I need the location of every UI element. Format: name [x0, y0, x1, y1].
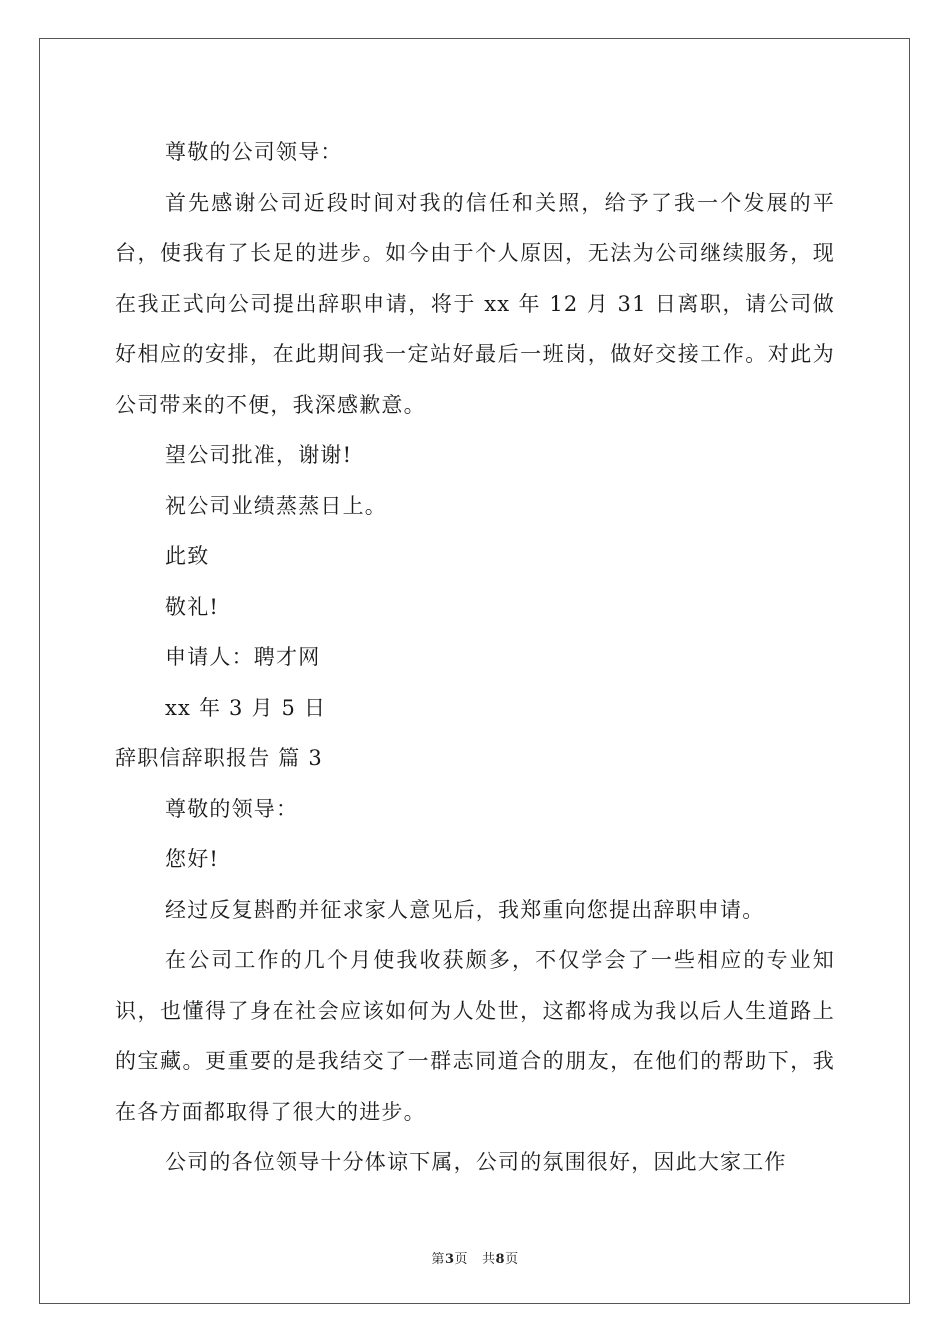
- body-paragraph: 公司的各位领导十分体谅下属，公司的氛围很好，因此大家工作: [165, 1150, 787, 1174]
- greeting-line: 您好!: [165, 847, 220, 871]
- closing-line: 此致: [165, 544, 210, 568]
- body-paragraph: 在公司工作的几个月使我收获颇多，不仅学会了一些相应的专业知识，也懂得了身在社会应该如何为人处世，这都将成为我以后人生道路上的宝藏。更重要的是我结交了一群志同道合的朋友，在他们的帮助下，我在各方面都取得了很大的进步。: [115, 948, 835, 1124]
- wish-line: 祝公司业绩蒸蒸日上。: [165, 493, 387, 518]
- body-paragraph: 经过反复斟酌并征求家人意见后，我郑重向您提出辞职申请。: [165, 897, 765, 922]
- section-heading: 辞职信辞职报告 篇 3: [115, 746, 323, 770]
- salutation: 尊敬的领导：: [165, 796, 299, 821]
- total-suffix: 页: [505, 1252, 519, 1267]
- page-prefix: 第: [431, 1252, 445, 1267]
- body-paragraph: 首先感谢公司近段时间对我的信任和关照，给予了我一个发展的平台，使我有了长足的进步。如今由于个人原因，无法为公司继续服务，现在我正式向公司提出辞职申请，将于 xx 年 12 月 31 日离职，请公司做好相应的安排，在此期间我一定站好最后一班岗，做好交接工作。对此为公司带来的不便，我深感歉意。: [115, 190, 835, 417]
- date-line: xx 年 3 月 5 日: [165, 695, 327, 720]
- document-body: [115, 127, 835, 1188]
- total-prefix: 共: [482, 1252, 496, 1267]
- salutation: 尊敬的公司领导：: [165, 140, 343, 164]
- request-line: 望公司批准，谢谢!: [165, 443, 353, 467]
- page-suffix: 页: [454, 1252, 468, 1267]
- applicant-line: 申请人：聘才网: [165, 645, 321, 669]
- total-pages: 8: [495, 1252, 506, 1267]
- page-footer: [0, 1248, 950, 1267]
- regards-line: 敬礼!: [165, 594, 220, 619]
- page-number: 3: [444, 1252, 455, 1267]
